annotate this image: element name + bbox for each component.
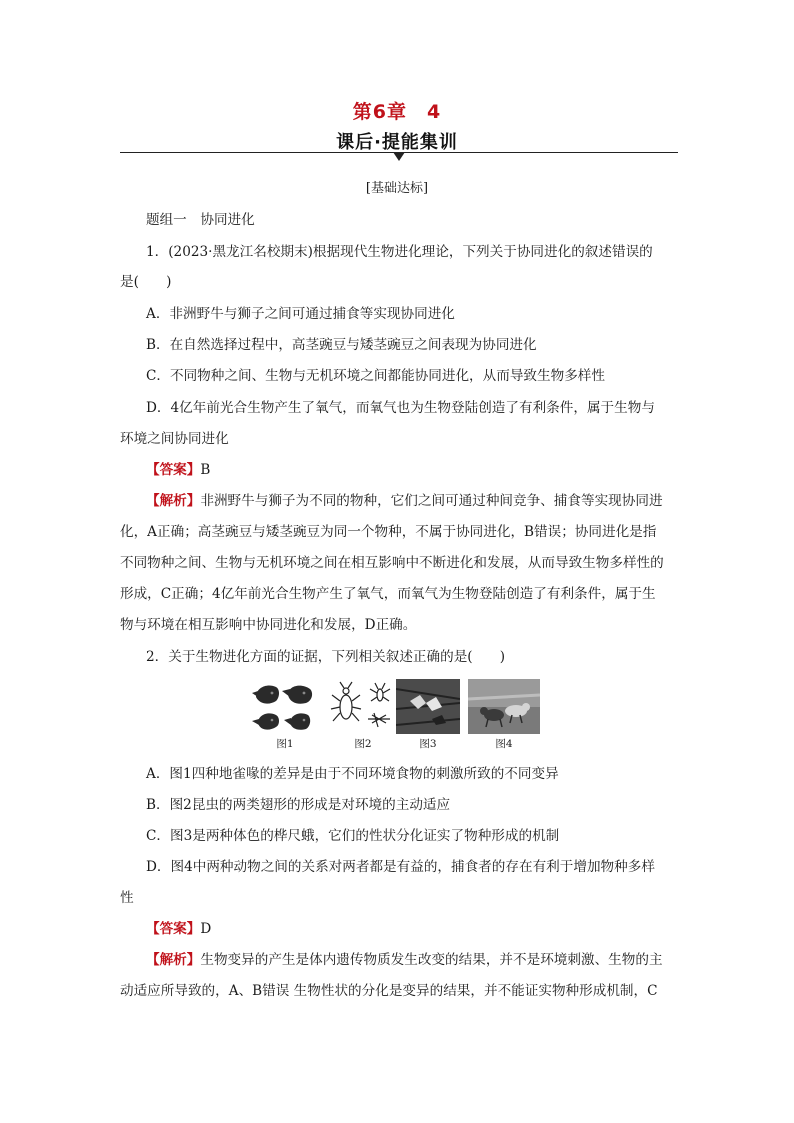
q2-option-d-line2: 性 xyxy=(120,890,134,906)
q2-figures xyxy=(250,679,542,751)
analysis-text: 非洲野牛与狮子为不同的物种，它们之间可通过种间竞争、捕食等实现协同进 xyxy=(200,493,663,509)
analysis-text: 生物变异的产生是体内遗传物质发生改变的结果，并不是环境刺激、生物的主 xyxy=(200,952,663,968)
q2-option-d-line1: D．图4中两种动物之间的关系对两者都是有益的，捕食者的存在有利于增加物种多样 xyxy=(146,859,655,875)
q2-analysis-line1 xyxy=(146,951,663,969)
answer-value: D xyxy=(200,921,212,937)
peppered-moth-figure xyxy=(396,679,460,734)
group-title: 题组一 协同进化 xyxy=(146,212,255,228)
chapter-title: 第6章 4 xyxy=(352,101,442,123)
insects-figure xyxy=(328,679,398,734)
answer-tag: 【答案】 xyxy=(146,462,201,478)
answer-tag: 【答案】 xyxy=(146,921,201,937)
q1-option-d-line2: 环境之间协同进化 xyxy=(120,431,229,447)
q2-option-c: C．图3是两种体色的桦尺蛾，它们的性状分化证实了物种形成的机制 xyxy=(146,828,560,844)
q1-analysis-line2: 化，A正确；高茎豌豆与矮茎豌豆为同一个物种，不属于协同进化，B错误；协同进化是指 xyxy=(120,524,657,540)
header-rule-arrow-icon xyxy=(393,152,405,161)
page-subtitle: 课后·提能集训 xyxy=(336,132,458,153)
answer-value: B xyxy=(200,462,211,478)
q2-option-a: A．图1四种地雀喙的差异是由于不同环境食物的刺激所致的不同变异 xyxy=(146,766,559,782)
q1-stem-line1: 1．(2023·黑龙江名校期末)根据现代生物进化理论，下列关于协同进化的叙述错误的 xyxy=(146,244,653,260)
q1-option-c: C．不同物种之间、生物与无机环境之间都能协同进化，从而导致生物多样性 xyxy=(146,368,605,384)
figure-caption-1: 图1 xyxy=(276,738,294,750)
analysis-tag: 【解析】 xyxy=(146,952,201,968)
q1-option-d-line1: D．4亿年前光合生物产生了氧气，而氧气也为生物登陆创造了有利条件，属于生物与 xyxy=(146,400,655,416)
q1-stem-line2: 是( ) xyxy=(120,274,172,290)
q2-option-b: B．图2昆虫的两类翅形的形成是对环境的主动适应 xyxy=(146,797,451,813)
q1-analysis-line1 xyxy=(146,492,663,510)
q1-option-a: A．非洲野牛与狮子之间可通过捕食等实现协同进化 xyxy=(146,306,455,322)
predator-prey-figure xyxy=(468,679,540,734)
q1-analysis-line3: 不同物种之间、生物与无机环境之间在相互影响中不断进化和发展，从而导致生物多样性的 xyxy=(120,555,664,571)
q1-option-b: B．在自然选择过程中，高茎豌豆与矮茎豌豆之间表现为协同进化 xyxy=(146,337,537,353)
q2-stem: 2．关于生物进化方面的证据，下列相关叙述正确的是( ) xyxy=(146,649,506,665)
figure-caption-3: 图3 xyxy=(419,738,437,750)
figure-caption-2: 图2 xyxy=(354,738,372,750)
analysis-tag: 【解析】 xyxy=(146,493,201,509)
q1-analysis-line4: 形成，C正确；4亿年前光合生物产生了氧气，而氧气为生物登陆创造了有利条件，属于生 xyxy=(120,586,656,602)
finch-beaks-figure xyxy=(250,679,320,734)
q2-analysis-line2: 动适应所导致的，A、B错误 生物性状的分化是变异的结果，并不能证实物种形成机制，C xyxy=(120,983,658,999)
figure-caption-4: 图4 xyxy=(495,738,513,750)
section-label: [基础达标] xyxy=(365,181,429,196)
q2-answer xyxy=(146,920,211,938)
q1-answer xyxy=(146,461,210,479)
q1-analysis-line5: 物与环境在相互影响中协同进化和发展，D正确。 xyxy=(120,617,417,633)
